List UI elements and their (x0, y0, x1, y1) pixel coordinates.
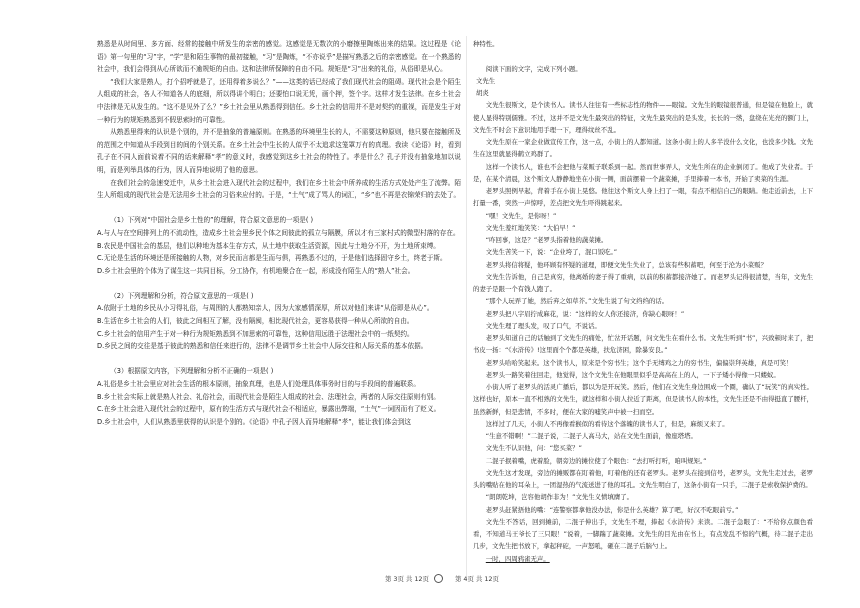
paragraph: 二混子抿着嘴，虎着脸，朝旁边的摊位使了个眼色：“去打听打听，咱叫规矩。” (485, 456, 707, 465)
paragraph: 老罗头哈哈笑起来。这个读书人，原来是个穷书生；这个手无缚鸡之力的穷书生，偏偏崇拜英雄，真是可笑！ (485, 358, 793, 367)
dialogue-line: 文先生羞红地笑笑：“大伯早！” (485, 223, 576, 232)
dialogue-line: “嘿！文先生，是你呀！” (485, 211, 557, 220)
paragraph: “那个人玩弄了她，然后弃之如草芥。”文先生说了句文绉绉的话。 (485, 297, 669, 306)
right-column (473, 38, 813, 565)
paragraph: 从熟悉里得来的认识是个别的，并不是抽象的普遍原则。在熟悉的环境里生长的人，不需要这种原则，他只要在接触所及的范围之中知道从手段到目的间的个别关系。在乡土社会中生长的人似乎不太追求这笼罩万有的真理。我读《论语》时，看到孔子在不同人面前说着不同的话来解释“孝”的意义时，我感觉到这乡土社会的特性了。孝是什么？孔子并没有抽象地加以说明，而是列举具体的行为，因人而异地说明了他的意思。 (97, 128, 461, 174)
option-2c: C.乡土社会的信用产生于对一种行为规矩熟悉到不加思索的可靠性，这种信用远胜于法理社会中的一纸契约。 (97, 329, 414, 338)
circle-icon (434, 574, 443, 583)
option-2a: A.依附于土地的乡民从小习得礼俗，与周围的人都熟知亲人，因为大家感情深厚，所以对他们来讲“从俗即是从心”。 (97, 304, 434, 313)
paragraph: 文先生原在一家企业做宣传工作，这一点，小街上的人都知道。这条小街上的人多半没什么文化，也没多少钱。文先生在这里就显得鹤立鸡群了。 (473, 138, 813, 159)
paragraph: 文先生不认识他，问：“您买菜？” (485, 444, 582, 453)
reading-instruction: 阅读下面的文字，完成下列小题。 (485, 64, 582, 73)
page-number-right: 第 4页 共 12页 (455, 575, 499, 583)
option-1c: C.无论是生活的环境还是所接触的人物，对乡民而言都是生而与俱，再熟悉不过的，于是他们选择固守乡土，终老于斯。 (97, 254, 447, 263)
option-1a: A.与人与在空间排列上的不流动性，造成乡土社会里乡民个体之间彼此的孤立与隔膜，所以才有三家村式的微型村落的存在。 (97, 228, 460, 237)
paragraph: 老罗头知道自己的话触到了文先生的痛处，忙岔开话题，问文先生在看什么书。文先生听到“书”，兴致顿时来了，把书皮一扬：“《水浒传》!这里面个个都是英雄，扶危济困，除暴安良。” (473, 334, 813, 355)
paragraph: 老罗头赶紧捂他的嘴：“连警察都拿他没办法，你是什么英雄？算了吧，好汉不吃眼前亏。” (485, 505, 739, 514)
dialogue-line: “咋回事，这是？”老罗头指着他的蔬菜摊。 (485, 236, 608, 244)
paragraph: 小街人听了老罗头的活灵广播后，都以为是开玩笑。然后，他们在文先生身边围成一个圈，确认了“玩笑”的真实性。这样也好，原本一直不相熟的文先生，就这样和小街人拉近了距离，但是读书人的本性，文先生还是不由得挺直了腰杆，虽然新鲜，但是悲情，不多时，便在大家的嘘笑声中被一扫而空。 (473, 383, 813, 416)
paragraph: 在我们社会的急速变迁中，从乡土社会进入现代社会的过程中，我们在乡土社会中所养成的生活方式处处产生了流弊。陌生人所组成的现代社会是无法用乡土社会的习俗来应付的。于是，“土气”成了骂人的词汇，“乡”也不再是衣锦荣归的去处了。 (97, 178, 461, 200)
paragraph: 这样一个读书人，谁也不会把他与菜贩子联系到一起。然而世事弄人，文先生所在的企业倒闭了。他成了失业者。于是，在某个清晨，这个斯文人静静地坐在小街一侧，面前摆着一个蔬菜摊，手里捧着一本书，开始了卖菜的生涯。 (473, 162, 813, 183)
paragraph: 文先生告诉他，自己是真穷，他离婚的妻子得了重病，以前的积蓄都接济她了。而老罗头记得很清楚，当年，文先生的妻子是跟一个有钱人跑了。 (473, 272, 813, 293)
paragraph: 老罗头把八字眉拧成麻花，说：“这样的女人你还接济，你缺心眼呀！” (485, 309, 685, 318)
question-1: （1）下列对“中国社会是乡土性的”的理解，符合原文意思的一项是( ) (110, 216, 314, 225)
paragraph: “我们大家是熟人，打个招呼就是了，还用得着多说么？”——这类的话已经成了我们现代社会的阻碍。现代社会是个陌生人组成的社会，各人不知道各人的底细，所以得讲个明白；还要怕口说无凭，画个押，签个字。这样才发生法律。在乡土社会中法律是无从发生的。“这不是见外了么？”乡土社会里从熟悉得到信任。乡土社会的信用并不是对契约的重视，而是发生于对一种行为的规矩熟悉到不假思索时的可靠性。 (97, 77, 461, 124)
paragraph-underlined: 一时，四周鸦雀无声。 (485, 554, 550, 563)
paragraph: 老罗头将信将疑，他环顾有怀疑的道理，即便文先生失业了，总该有些积蓄吧，何至于沦为小菜贩？ (485, 260, 767, 269)
option-2d: D.乡民之间的交往是基于彼此的熟悉和信任来进行的，法律不是调节乡土社会中人际交往和人际关系的基本依据。 (97, 342, 428, 351)
paragraph: 文先生很斯文，是个读书人。读书人往往有一些标志性的物件——眼镜。文先生的眼镜很普通，但是镜在他脸上，就使人显得特别儒雅。不过，这并不是文先生最突出的特征，文先生最突出的是头发，长长的一绺，盘绕在光亮的额门上，文先生不时会下意识地用手理一下，理得纹丝不乱。 (473, 101, 813, 134)
story-author: 胡炎 (476, 89, 489, 97)
left-column (97, 38, 461, 428)
column-divider (466, 36, 467, 576)
option-3c: C.在乡土社会进入现代社会的过程中，原有的生活方式与现代社会不相适应，暴露出弊端，“土气”一词因而有了贬义。 (97, 405, 441, 414)
paragraph: 文先生这才发现，旁边的摊贩都在盯着他，叮着他的还有老罗头。老罗头在接到信号，老罗头，文先生走过去，老罗头的嘴贴在他的耳朵上，一团湿热的气流送进了他的耳孔。文先生明白了，这条小街有一只手，二混子是索收保护费的。 (473, 468, 813, 489)
paragraph: “生意不错啊！”二混子说，二混子人高马大，站在文先生面前，像座塔塔。 (485, 432, 697, 440)
paragraph: 老罗头照例早起，背着手在小街上晃悠。他往这个斯文人身上扫了一眼，有点不相信自己的眼睛。他走近前去，上下打量一番，突然一声惊呼，差点把文先生吓得跳起来。 (473, 187, 813, 208)
option-1d: D.乡土社会里的个体为了谋生这一共同目标，分工协作，有机地聚合在一起，形成没有陌生人的“熟人”社会。 (97, 266, 415, 275)
paragraph: 文先生理了理头发，叹了口气，不说话。 (485, 321, 601, 330)
page-number-left: 第 3页 共 12页 (385, 575, 429, 583)
paragraph: 老罗头一路笑着往回走，他觉得，这个文先生在他眼里似乎是高高在上的人，一下子矮小得像一只蝼蚁。 (485, 370, 780, 379)
option-2b: B.生活在乡土社会的人们，彼此之间相互了解，没有隔阂，相比现代社会，更容易获得一种从心所欲的自由。 (97, 317, 414, 326)
question-2: （2）下列理解和分析，符合原文意思的一项是( ) (110, 291, 254, 300)
story-title: 文先生 (476, 76, 496, 85)
continuation-text: 种特性。 (473, 40, 499, 48)
dialogue-line: 文先生苦笑一下，说：“企业垮了，混口饭吃。” (485, 248, 618, 257)
paragraph: 文先生不答话，回到摊前，二混子伸出手，文先生不理，捧起《水浒传》来读。二混子急眼了：“不给你点颜色看看，不知道马王爷长了三只眼！”说着，一脚踹了蔬菜摊。文先生的目光由在书上，有点发乱不惊的气概，待二混子走出几步，文先生把书放下，拿起秤砣，一声怒吼，砸在二混子后脑勺上。 (473, 517, 813, 551)
option-1b: B.农民是中国社会的基层，他们以种地为基本生存方式，从土地中获取生活资源，因此与土地分不开，为土地所束缚。 (97, 241, 440, 250)
option-3a: A.礼俗是乡土社会里应对社会生活的根本原则，抽象真理，也是人们处理具体事务时目的与手段间的普遍联系。 (97, 380, 420, 389)
option-3d: D.乡土社会中，人们从熟悉里获得的认识是个别的。《论语》中孔子因人而异地解释“孝”，能让我们体会到这 (97, 417, 412, 426)
paragraph: “朗朗乾坤，岂容他胡作非为！”文先生义愤填膺了。 (485, 493, 634, 502)
paragraph: 熟悉是从时间里、多方面、经常的接触中所发生的亲密的感觉。这感觉是无数次的小磨擦里陶炼出来的结果。这过程是《论语》第一句里的“习”字，“学”是和陌生事物的最初接触，“习”是陶炼，“不亦说乎”是描写熟悉之后的亲密感觉。在一个熟悉的社会中，我们会得到从心所欲而不逾规矩的自由。这和法律所保障的自由不同。规矩是“习”出来的礼俗，从俗即是从心。 (97, 40, 461, 74)
question-3: （3）根据原文内容，下列理解和分析不正确的一项是( ) (110, 367, 274, 376)
option-3b: B.乡土社会实际上就是熟人社会、礼俗社会，而现代社会是陌生人组成的社会、法理社会，两者的人际交往原则有别。 (97, 392, 440, 401)
paragraph: 这样过了几天，小街人不再像看猴似的看待这个落魄的读书人了，但是，麻烦又来了。 (485, 419, 729, 428)
